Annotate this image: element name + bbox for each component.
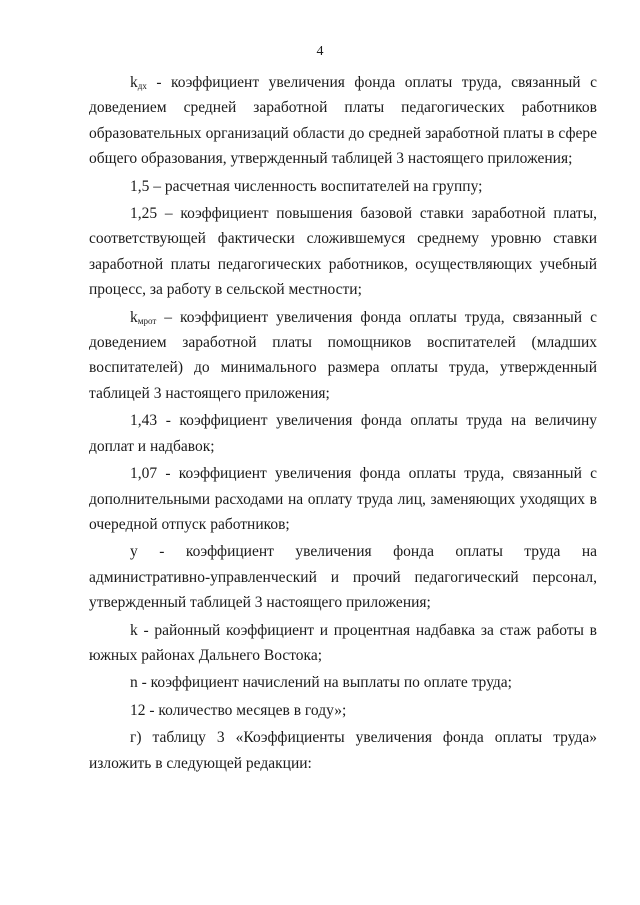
paragraph-k: [89, 618, 597, 669]
paragraph-text: 1,25 – коэффициент повышения базовой ставки заработной платы, соответствующей фактически сложившемуся среднему уровню ставки заработной платы педагогических работников, осуществляющих учебный процесс, за работу в сельской местности;: [89, 205, 597, 299]
paragraph-kdh: [89, 70, 597, 172]
paragraph-n: [89, 670, 597, 695]
paragraph-text: 1,43 - коэффициент увеличения фонда оплаты труда на величину доплат и надбавок;: [89, 412, 597, 455]
paragraph-g-table3: [89, 725, 597, 776]
paragraph-y: [89, 539, 597, 615]
paragraph-1-25: [89, 201, 597, 303]
symbol-kmrot: [130, 309, 156, 326]
paragraph-kmrot: [89, 305, 597, 407]
paragraph-1-5: [89, 174, 597, 199]
symbol-letter: k: [130, 308, 138, 326]
paragraph-text: 1,5 – расчетная численность воспитателей на группу;: [130, 177, 483, 195]
symbol-kdh: [130, 74, 147, 91]
paragraph-text: k - районный коэффициент и процентная надбавка за стаж работы в южных районах Дальнего Востока;: [89, 621, 597, 664]
paragraph-text: - коэффициент увеличения фонда оплаты труда, связанный с доведением средней заработной платы педагогических работников образовательных организаций области до средней заработной платы в сфере общего образования, утвержденный таблицей 3 настоящего приложения;: [89, 74, 597, 168]
symbol-subscript: мрот: [137, 315, 157, 326]
symbol-subscript: дх: [137, 81, 147, 91]
paragraph-text: n - коэффициент начислений на выплаты по оплате труда;: [130, 674, 512, 692]
paragraph-text: 12 - количество месяцев в году»;: [130, 701, 347, 719]
document-body: [89, 70, 597, 776]
paragraph-text: – коэффициент увеличения фонда оплаты труда, связанный с доведением заработной платы помощников воспитателей (младших воспитателей) до минимального размера оплаты труда, утвержденный таблицей 3 настоящего приложения;: [89, 308, 597, 402]
paragraph-12: [89, 698, 597, 723]
paragraph-1-43: [89, 408, 597, 459]
page-number: 4: [316, 44, 324, 59]
paragraph-text: г) таблицу 3 «Коэффициенты увеличения фонда оплаты труда» изложить в следующей редакции:: [89, 729, 597, 772]
symbol-letter: k: [130, 74, 138, 91]
paragraph-1-07: [89, 461, 597, 537]
paragraph-text: 1,07 - коэффициент увеличения фонда оплаты труда, связанный с дополнительными расходами на оплату труда лиц, заменяющих уходящих в очередной отпуск работников;: [89, 465, 597, 533]
paragraph-text: у - коэффициент увеличения фонда оплаты труда на административно-управленческий и прочий педагогический персонал, утвержденный таблицей 3 настоящего приложения;: [89, 543, 597, 612]
